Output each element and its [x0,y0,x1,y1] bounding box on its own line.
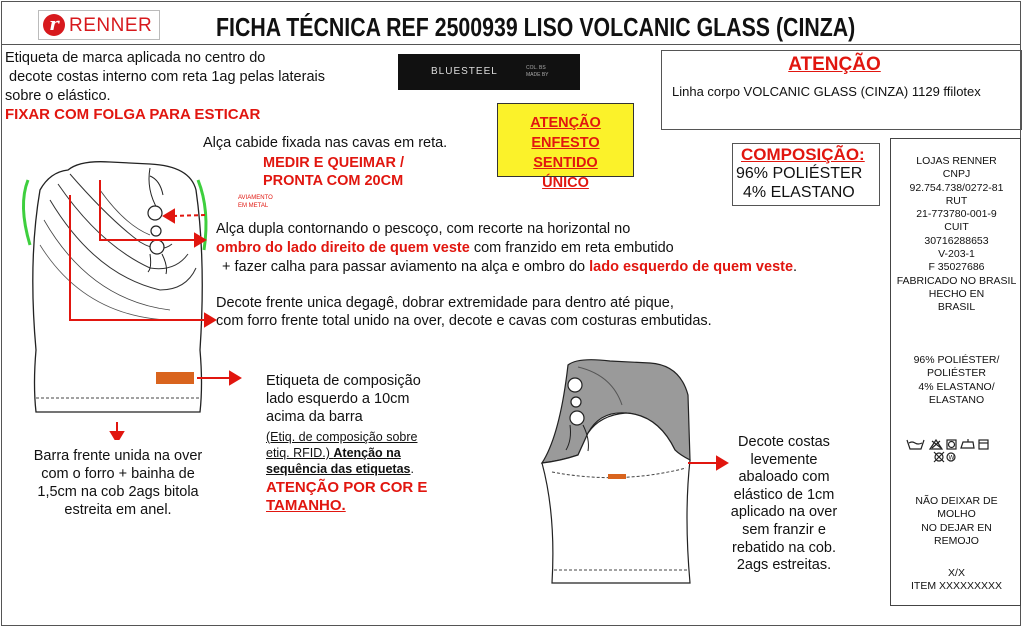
brand-label-marker [608,474,626,479]
attention-title: ATENÇÃO [788,54,881,75]
strap-hanger-text: Alça cabide fixada nas cavas em reta. [203,135,448,151]
back-neckline-note: Decote costas levemente abaloado com elástico de 1cm aplicado na over sem franzir e rebatido na cob. 2ags estreitas. [730,434,838,574]
composition-title: COMPOSIÇÃO: [741,145,865,164]
comp-label-line: etiq. RFID.) Atenção na [266,446,401,460]
attention-text: Linha corpo VOLCANIC GLASS (CINZA) 1129 ffilotex [672,84,981,99]
brand-tag-image [398,54,580,90]
notice-line: ATENÇÃO [530,115,601,131]
brand-tag-small: COL. BS [526,65,546,71]
brand-label-line: Etiqueta de marca aplicada no centro do [5,50,266,66]
front-garment-drawing [0,150,260,440]
comp-label-warning: TAMANHO. [266,497,346,514]
attention-box [661,50,1022,130]
composition-box [732,143,880,206]
care-label [890,138,1021,606]
care-label-item: X/X ITEM XXXXXXXXX [910,567,1003,593]
page-title: FICHA TÉCNICA REF 2500939 LISO VOLCANIC GLASS (CINZA) [216,12,856,42]
hem-note: Barra frente unida na over com o forro + bainha de 1,5cm na cob 2ags bitola estreita em anel. [33,448,203,518]
strap-measure-note: MEDIR E QUEIMAR / [263,155,404,171]
logo-mark: r [43,14,65,36]
comp-label-line: Etiqueta de composição [266,373,421,389]
back-garment-drawing [530,355,740,590]
comp-label-line: acima da barra [266,409,363,425]
double-strap-line: Alça dupla contornando o pescoço, com recorte na horizontal no [216,221,631,237]
composition-line: 96% POLIÉSTER [736,165,863,182]
care-label-warning: NÃO DEIXAR DE MOLHO NO DEJAR EN REMOJO [915,495,998,547]
care-label-info: LOJAS RENNER CNPJ 92.754.738/0272-81 RUT 21-773780-001-9 CUIT 30716288653 V-203-1 F 35027686 FABRICADO NO BRASIL HECHO EN BRASIL [896,155,1017,314]
comp-label-line: sequência das etiquetas. [266,462,414,476]
double-strap-line: ombro do lado direito de quem veste com franzido em reta embutido [216,240,674,256]
logo-text: RENNER [69,15,153,36]
strap-measure-note: PRONTA COM 20CM [263,173,404,189]
brand-label-warning: FIXAR COM FOLGA PARA ESTICAR [5,106,261,123]
double-strap-line: + fazer calha para passar aviamento na alça e ombro do lado esquerdo de quem veste. [222,259,798,275]
brand-label-line: decote costas interno com reta 1ag pelas laterais [5,69,325,85]
notice-line: ENFESTO SENTIDO [531,135,600,171]
care-label-composition: 96% POLIÉSTER/ POLIÉSTER 4% ELASTANO/ ELASTANO [913,354,1000,406]
cutting-notice [497,103,634,191]
front-neckline-line: com forro frente total unido na over, decote e cavas com costuras embutidas. [216,313,712,329]
front-neckline-line: Decote frente unica degagê, dobrar extremidade para dentro até pique, [216,295,674,311]
comp-label-line: lado esquerdo a 10cm [266,391,410,407]
comp-label-warning: ATENÇÃO POR COR E [266,479,428,496]
svg-text:W: W [948,454,955,462]
strap-left [23,180,30,245]
brand-label-line: sobre o elástico. [5,88,111,104]
comp-label-line: (Etiq. de composição sobre [266,430,418,444]
composition-label-marker [156,372,194,384]
trim-note: AVIAMENTO EM METAL [238,195,273,209]
brand-tag-name: BLUESTEEL [431,66,498,77]
composition-line: 4% ELASTANO [743,184,855,201]
notice-line: ÚNICO [542,175,589,191]
care-symbols-icon [905,437,1005,463]
brand-logo [38,10,160,40]
brand-tag-small: MADE BY [526,72,549,78]
